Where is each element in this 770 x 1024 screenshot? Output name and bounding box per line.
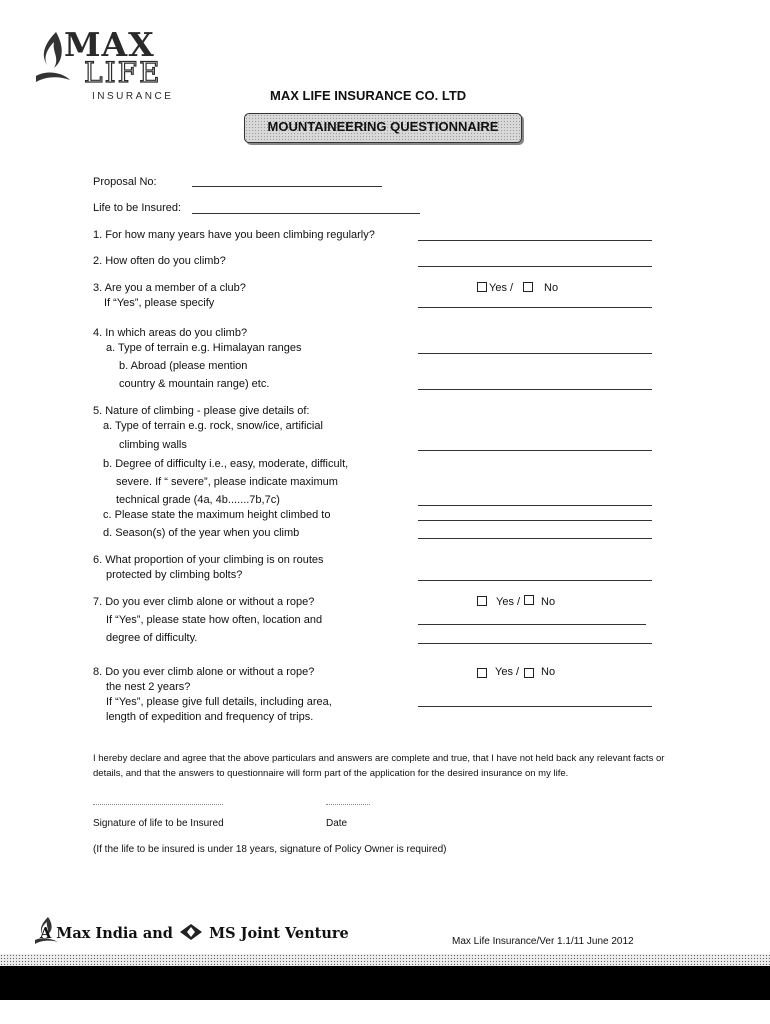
answer-7-field-2[interactable]	[418, 643, 652, 644]
date-field[interactable]	[326, 804, 370, 805]
q3-yes-label: Yes /	[489, 282, 514, 294]
joint-venture-text	[40, 924, 349, 942]
question-7-sub1: If “Yes”, please state how often, location and	[106, 614, 323, 626]
life-insured-label: Life to be Insured:	[93, 202, 182, 214]
dotted-footer-band	[0, 954, 770, 966]
proposal-field[interactable]	[192, 186, 382, 187]
black-footer-bar	[0, 966, 770, 1000]
q7-yes-label: Yes /	[496, 596, 521, 608]
question-8-sub1: the nest 2 years?	[106, 681, 191, 693]
answer-5d-field[interactable]	[418, 538, 652, 539]
signature-label: Signature of life to be Insured	[93, 818, 224, 829]
signature-field[interactable]	[93, 804, 223, 805]
q7-yes-checkbox[interactable]	[477, 596, 487, 606]
q3-yes-checkbox[interactable]	[477, 282, 487, 292]
question-1: 1. For how many years have you been climbing regularly?	[93, 229, 375, 241]
declaration-text: I hereby declare and agree that the above particulars and answers are complete and true, that I have not held back any relevant facts or details, and that the answers to questionnaire will form part of the application for the desired insurance on my life.	[93, 753, 665, 779]
answer-4b-field[interactable]	[418, 389, 652, 390]
question-4b-line1: b. Abroad (please mention	[119, 360, 248, 372]
question-5c: c. Please state the maximum height climbed to	[103, 509, 331, 521]
q3-no-label: No	[544, 282, 559, 294]
question-8-sub2: If “Yes”, please give full details, including area,	[106, 696, 332, 708]
answer-1-field[interactable]	[418, 240, 652, 241]
question-5d: d. Season(s) of the year when you climb	[103, 527, 300, 539]
q8-yes-label: Yes /	[495, 666, 520, 678]
question-4a: a. Type of terrain e.g. Himalayan ranges	[106, 342, 302, 354]
answer-5a-field[interactable]	[418, 450, 652, 451]
answer-8-field[interactable]	[418, 706, 652, 707]
date-label: Date	[326, 818, 348, 829]
question-4b-line2: country & mountain range) etc.	[119, 378, 270, 390]
q3-no-checkbox[interactable]	[523, 282, 533, 292]
proposal-label: Proposal No:	[93, 176, 157, 188]
question-5a-line1: a. Type of terrain e.g. rock, snow/ice, artificial	[103, 420, 323, 432]
logo-insurance-text: INSURANCE	[92, 91, 174, 102]
q7-no-checkbox[interactable]	[524, 595, 534, 605]
question-4: 4. In which areas do you climb?	[93, 327, 248, 339]
form-title-box	[244, 113, 522, 143]
question-5a-line2: climbing walls	[119, 439, 187, 451]
question-5b-line1: b. Degree of difficulty i.e., easy, moderate, difficult,	[103, 458, 349, 470]
form-title: MOUNTAINEERING QUESTIONNAIRE	[267, 119, 499, 134]
question-7: 7. Do you ever climb alone or without a rope?	[93, 596, 315, 608]
answer-5b-field[interactable]	[418, 505, 652, 506]
question-7-sub2: degree of difficulty.	[106, 632, 198, 644]
question-3-sub: If “Yes”, please specify	[104, 297, 215, 309]
question-6-line1: 6. What proportion of your climbing is on routes	[93, 554, 324, 566]
logo-max-text: MAX	[64, 25, 155, 64]
question-6-line2: protected by climbing bolts?	[106, 569, 243, 581]
question-2: 2. How often do you climb?	[93, 255, 226, 267]
question-8: 8. Do you ever climb alone or without a rope?	[93, 666, 315, 678]
venture-part1: A Max India and	[40, 925, 173, 942]
q8-no-checkbox[interactable]	[524, 668, 534, 678]
question-5: 5. Nature of climbing - please give details of:	[93, 405, 310, 417]
question-8-sub3: length of expedition and frequency of trips.	[106, 711, 314, 723]
question-5b-line2: severe. If “ severe”, please indicate maximum	[116, 476, 338, 488]
signature-note: (If the life to be insured is under 18 years, signature of Policy Owner is required)	[93, 844, 447, 855]
venture-part2: MS Joint Venture	[209, 925, 349, 942]
q7-no-label: No	[541, 596, 556, 608]
q8-yes-checkbox[interactable]	[477, 668, 487, 678]
answer-3-field[interactable]	[418, 307, 652, 308]
answer-5c-field[interactable]	[418, 520, 652, 521]
question-3: 3. Are you a member of a club?	[93, 282, 246, 294]
question-5b-line3: technical grade (4a, 4b.......7b,7c)	[116, 494, 280, 506]
logo-life-text: LIFE	[84, 56, 162, 89]
answer-2-field[interactable]	[418, 266, 652, 267]
life-insured-field[interactable]	[192, 213, 420, 214]
ms-diamond-icon	[180, 924, 202, 940]
version-text: Max Life Insurance/Ver 1.1/11 June 2012	[452, 936, 634, 947]
q8-no-label: No	[541, 666, 556, 678]
company-name: MAX LIFE INSURANCE CO. LTD	[270, 88, 467, 103]
answer-7-field-1[interactable]	[418, 624, 646, 625]
answer-4a-field[interactable]	[418, 353, 652, 354]
answer-6-field[interactable]	[418, 580, 652, 581]
